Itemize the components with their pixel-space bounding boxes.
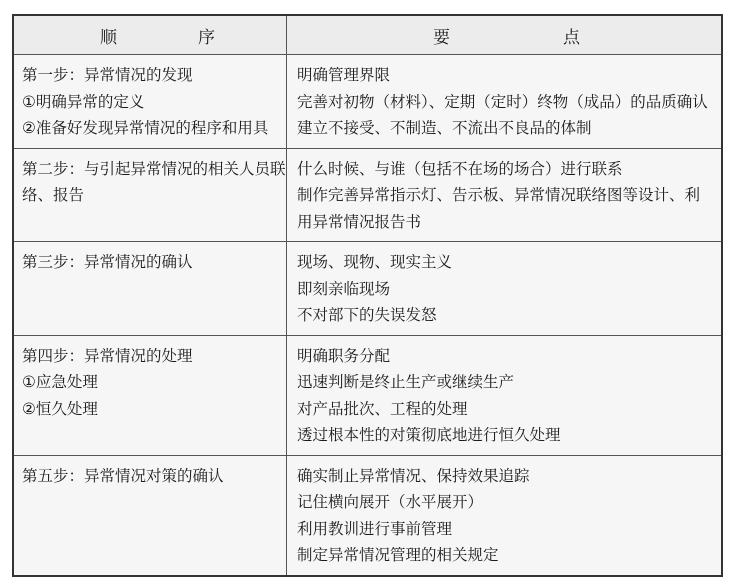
- point-text: 现场、现物、现实主义: [297, 253, 453, 271]
- point-text: 利用教训进行事前管理: [297, 519, 453, 538]
- point-text: 制定异常情况管理的相关规定: [297, 546, 499, 564]
- point-text: 明确职务分配: [297, 346, 391, 365]
- table-row: [14, 242, 721, 336]
- table-row: [14, 456, 721, 575]
- step-text: 第二步：与引起异常情况的相关人员联络、报告: [22, 159, 286, 204]
- step-cell: [14, 149, 287, 242]
- step-text: 第五步：异常情况对策的确认: [22, 466, 224, 485]
- process-table: [12, 14, 723, 577]
- step-text: ①应急处理: [22, 373, 98, 391]
- point-text: 制作完善异常指示灯、告示板、异常情况联络图等设计、利用异常情况报告书: [297, 186, 701, 231]
- table-row: [14, 336, 721, 456]
- point-text: 记住横向展开（水平展开）: [297, 493, 484, 511]
- points-cell: [287, 336, 721, 455]
- step-text: 第一步：异常情况的发现: [22, 66, 193, 84]
- step-text: ①明确异常的定义: [22, 92, 145, 111]
- header-key-points-char: 要: [433, 27, 451, 48]
- header-key-points: [287, 16, 721, 54]
- point-text: 确实制止异常情况、保持效果追踪: [297, 466, 530, 485]
- points-cell: [287, 456, 721, 575]
- points-cell: [287, 242, 721, 335]
- points-cell: [287, 55, 721, 148]
- point-text: 完善对初物（材料）、定期（定时）终物（成品）的品质确认: [297, 92, 708, 111]
- table-row: [14, 55, 721, 149]
- step-cell: [14, 55, 287, 148]
- header-sequence-char: 顺: [100, 27, 118, 48]
- step-text: ②准备好发现异常情况的程序和用具: [22, 119, 269, 137]
- point-text: 对产品批次、工程的处理: [297, 399, 468, 418]
- point-text: 迅速判断是终止生产或继续生产: [297, 373, 515, 391]
- table-row: [14, 149, 721, 243]
- step-text: 第三步：异常情况的确认: [22, 253, 193, 271]
- header-sequence: [14, 16, 287, 54]
- header-sequence-char: 序: [198, 27, 216, 48]
- point-text: 透过根本性的对策彻底地进行恒久处理: [297, 426, 561, 444]
- header-key-points-char: 点: [563, 27, 581, 48]
- step-text: 第四步：异常情况的处理: [22, 346, 193, 365]
- point-text: 什么时候、与谁（包括不在场的场合）进行联系: [297, 159, 623, 178]
- step-cell: [14, 456, 287, 575]
- point-text: 不对部下的失误发怒: [297, 306, 437, 324]
- step-cell: [14, 242, 287, 335]
- point-text: 建立不接受、不制造、不流出不良品的体制: [297, 119, 592, 137]
- point-text: 明确管理界限: [297, 66, 391, 84]
- step-cell: [14, 336, 287, 455]
- point-text: 即刻亲临现场: [297, 279, 391, 298]
- table-header: [14, 16, 721, 55]
- points-cell: [287, 149, 721, 242]
- step-text: ②恒久处理: [22, 399, 98, 418]
